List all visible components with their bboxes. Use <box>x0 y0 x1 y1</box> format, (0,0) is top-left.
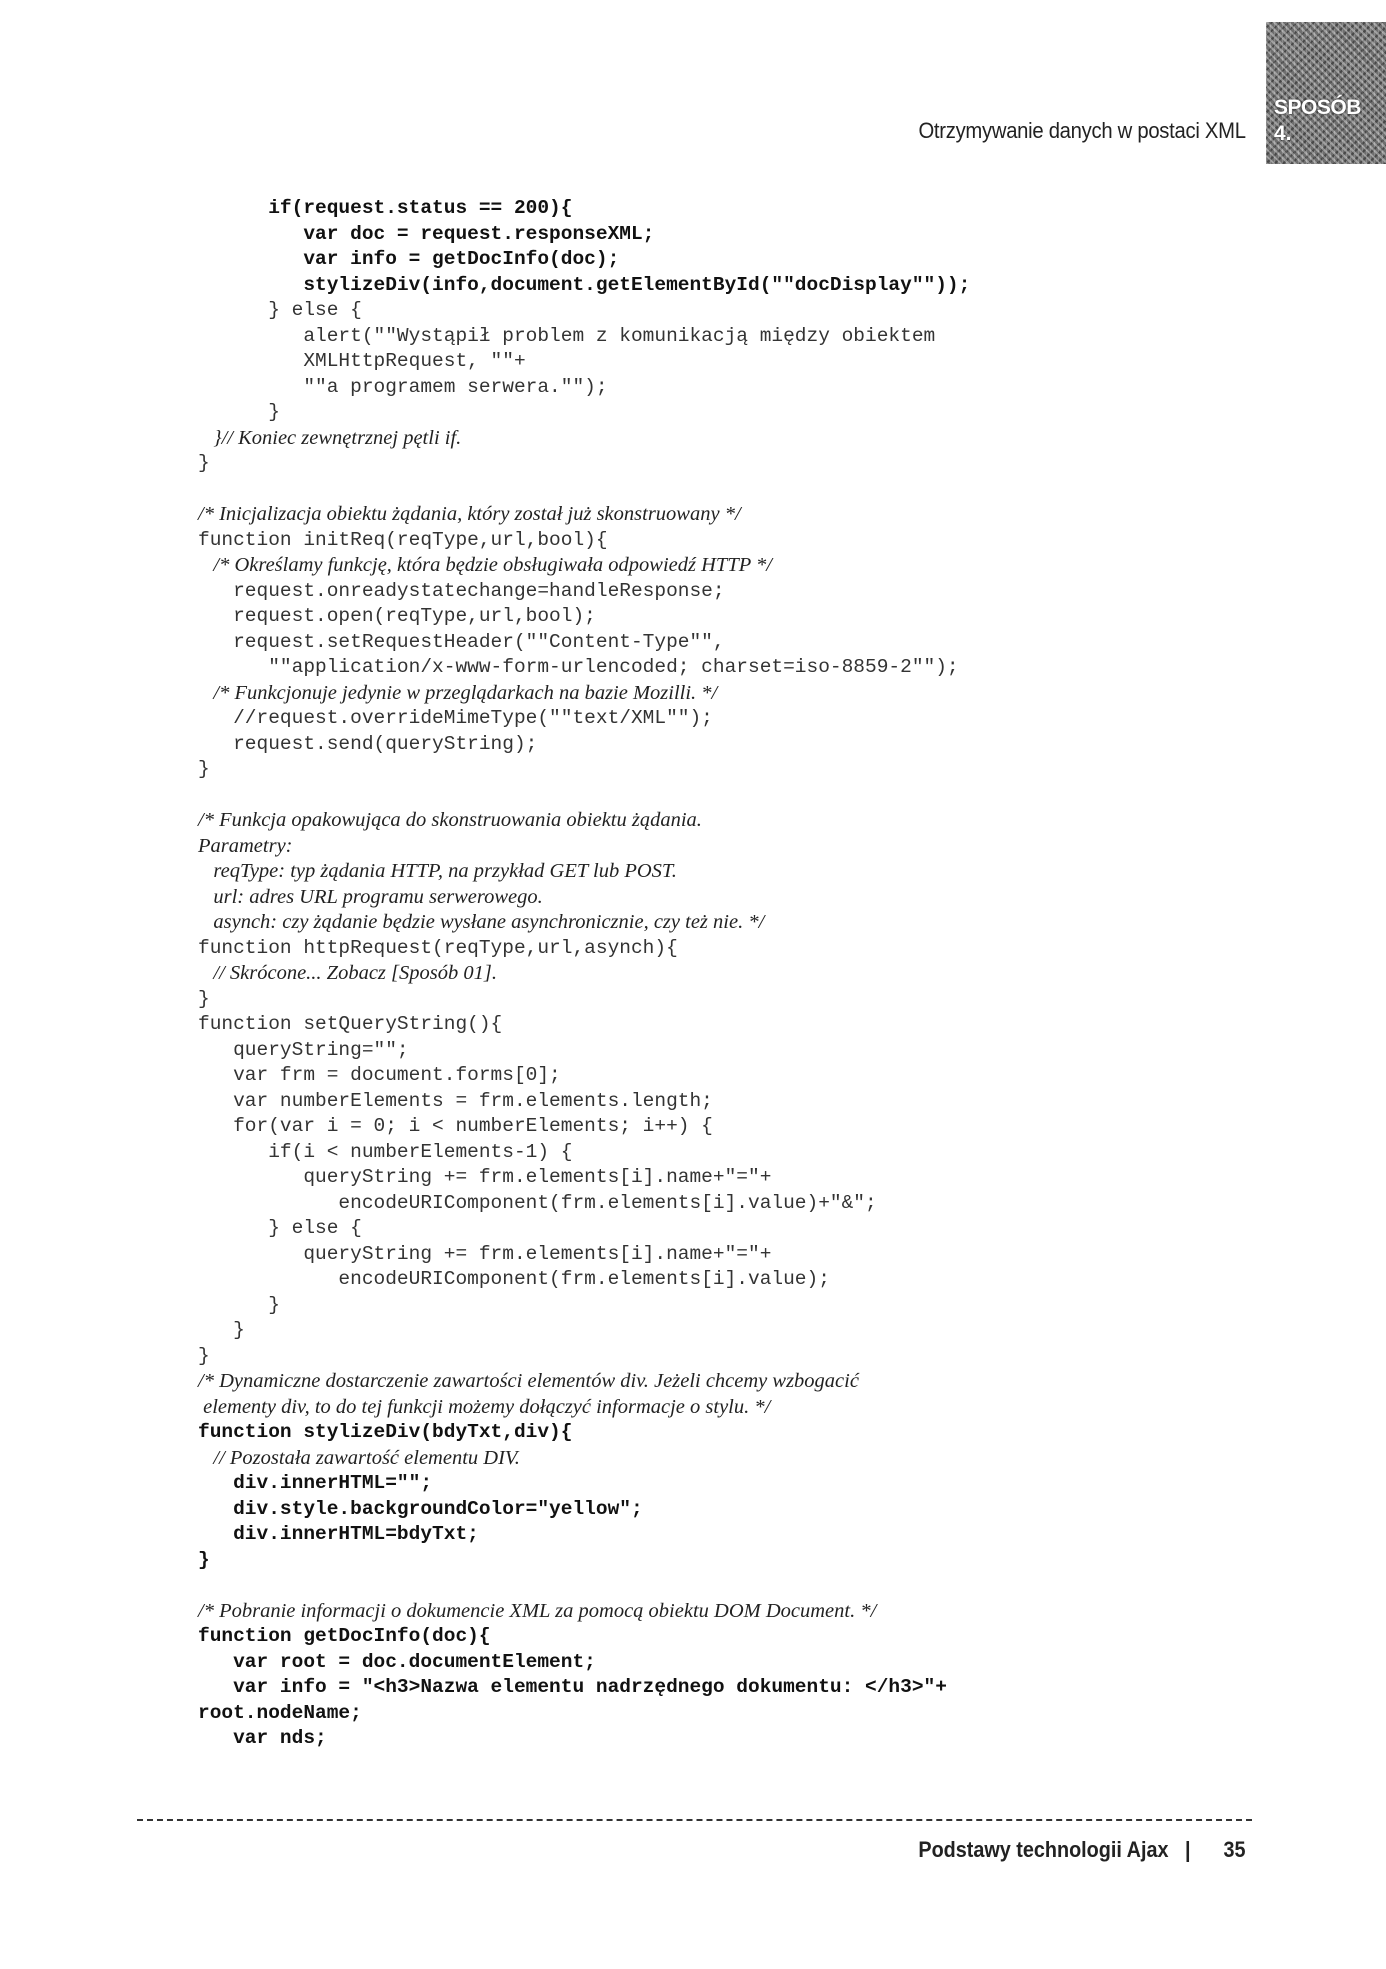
code-line: encodeURIComponent(frm.elements[i].value); <box>198 1268 830 1290</box>
code-listing <box>198 196 1198 1752</box>
chapter-tab-label: SPOSÓB <box>1274 96 1361 119</box>
code-line: }// Koniec zewnętrznej pętli if. <box>198 426 462 449</box>
code-line: if(request.status == 200){ <box>198 197 573 219</box>
code-line: request.setRequestHeader(""Content-Type"", <box>198 630 725 653</box>
code-line: function initReq(reqType,url,bool){ <box>198 528 608 551</box>
footer-book-title: Podstawy technologii Ajax <box>918 1837 1169 1862</box>
code-line: function stylizeDiv(bdyTxt,div){ <box>198 1421 573 1443</box>
code-line: } <box>198 758 210 780</box>
code-line: request.open(reqType,url,bool); <box>198 605 596 627</box>
code-line: request.send(queryString); <box>198 732 538 755</box>
footer-page-number: 35 <box>1223 1837 1246 1862</box>
code-line: for(var i = 0; i < numberElements; i++) { <box>198 1115 713 1137</box>
code-line: queryString=""; <box>198 1038 409 1061</box>
code-line: div.innerHTML=""; <box>198 1472 433 1494</box>
code-line: function getDocInfo(doc){ <box>198 1625 491 1647</box>
code-line: //request.overrideMimeType(""text/XML""); <box>198 707 713 729</box>
code-line <box>198 783 1198 809</box>
code-line: } else { <box>198 299 362 321</box>
page-footer <box>919 1837 1246 1863</box>
code-line: alert(""Wystąpił problem z komunikacją między obiektem <box>198 324 936 347</box>
code-line: request.onreadystatechange=handleResponse; <box>198 579 725 602</box>
code-line: elementy div, to do tej funkcji możemy dołączyć informacje o stylu. */ <box>198 1395 771 1418</box>
code-line: Parametry: <box>198 834 293 857</box>
code-line: /* Funkcja opakowująca do skonstruowania obiektu żądania. <box>198 809 702 831</box>
code-line: var frm = document.forms[0]; <box>198 1064 561 1086</box>
footer-separator: | <box>1185 1837 1191 1862</box>
code-line: queryString += frm.elements[i].name+"="+ <box>198 1242 772 1265</box>
code-line: function httpRequest(reqType,url,asynch){ <box>198 936 678 959</box>
code-line: encodeURIComponent(frm.elements[i].value)+"&"; <box>198 1191 877 1214</box>
code-line: XMLHttpRequest, ""+ <box>198 350 526 372</box>
code-line: /* Funkcjonuje jedynie w przeglądarkach na bazie Mozilli. */ <box>198 681 718 704</box>
code-line: /* Inicjalizacja obiektu żądania, który został już skonstruowany */ <box>198 503 741 525</box>
code-line: div.innerHTML=bdyTxt; <box>198 1523 479 1545</box>
code-line: } <box>198 1319 245 1341</box>
code-line: } <box>198 1548 210 1571</box>
code-line: } <box>198 987 210 1010</box>
code-line: function setQueryString(){ <box>198 1013 503 1035</box>
code-line: } <box>198 1293 280 1316</box>
footer-rule <box>137 1819 1252 1821</box>
code-line: } else { <box>198 1217 362 1239</box>
running-head-title: Otrzymywanie danych w postaci XML <box>918 118 1246 143</box>
code-line: div.style.backgroundColor="yellow"; <box>198 1497 643 1520</box>
code-line: // Pozostała zawartość elementu DIV. <box>198 1446 520 1469</box>
code-line: /* Dynamiczne dostarczenie zawartości elementów div. Jeżeli chcemy wzbogacić <box>198 1370 859 1392</box>
code-line: reqType: typ żądania HTTP, na przykład GET lub POST. <box>198 860 677 882</box>
code-line: var numberElements = frm.elements.length; <box>198 1089 713 1112</box>
code-line: ""application/x-www-form-urlencoded; charset=iso-8859-2""); <box>198 656 959 678</box>
code-line: var nds; <box>198 1727 327 1749</box>
code-line: // Skrócone... Zobacz [Sposób 01]. <box>198 962 497 984</box>
code-line: /* Określamy funkcję, która będzie obsługiwała odpowiedź HTTP */ <box>198 554 772 576</box>
code-line: if(i < numberElements-1) { <box>198 1140 573 1163</box>
code-line <box>198 1573 1198 1599</box>
code-line: var doc = request.responseXML; <box>198 222 655 245</box>
chapter-tab <box>1266 22 1386 164</box>
code-line: ""a programem serwera.""); <box>198 375 608 398</box>
code-line: var info = "<h3>Nazwa elementu nadrzędnego dokumentu: </h3>"+ <box>198 1676 947 1698</box>
code-line: } <box>198 452 210 474</box>
code-line: url: adres URL programu serwerowego. <box>198 885 543 908</box>
chapter-tab-number: 4. <box>1274 122 1292 145</box>
code-line: } <box>198 401 280 423</box>
code-line: asynch: czy żądanie będzie wysłane asynchronicznie, czy też nie. */ <box>198 911 765 933</box>
code-line: /* Pobranie informacji o dokumencie XML za pomocą obiektu DOM Document. */ <box>198 1599 877 1622</box>
code-line: var root = doc.documentElement; <box>198 1650 596 1673</box>
code-line: stylizeDiv(info,document.getElementById(""docDisplay"")); <box>198 273 971 296</box>
code-line <box>198 477 1198 503</box>
code-line: var info = getDocInfo(doc); <box>198 248 620 270</box>
code-line: root.nodeName; <box>198 1701 362 1724</box>
code-line: queryString += frm.elements[i].name+"="+ <box>198 1166 772 1188</box>
code-line: } <box>198 1344 210 1367</box>
